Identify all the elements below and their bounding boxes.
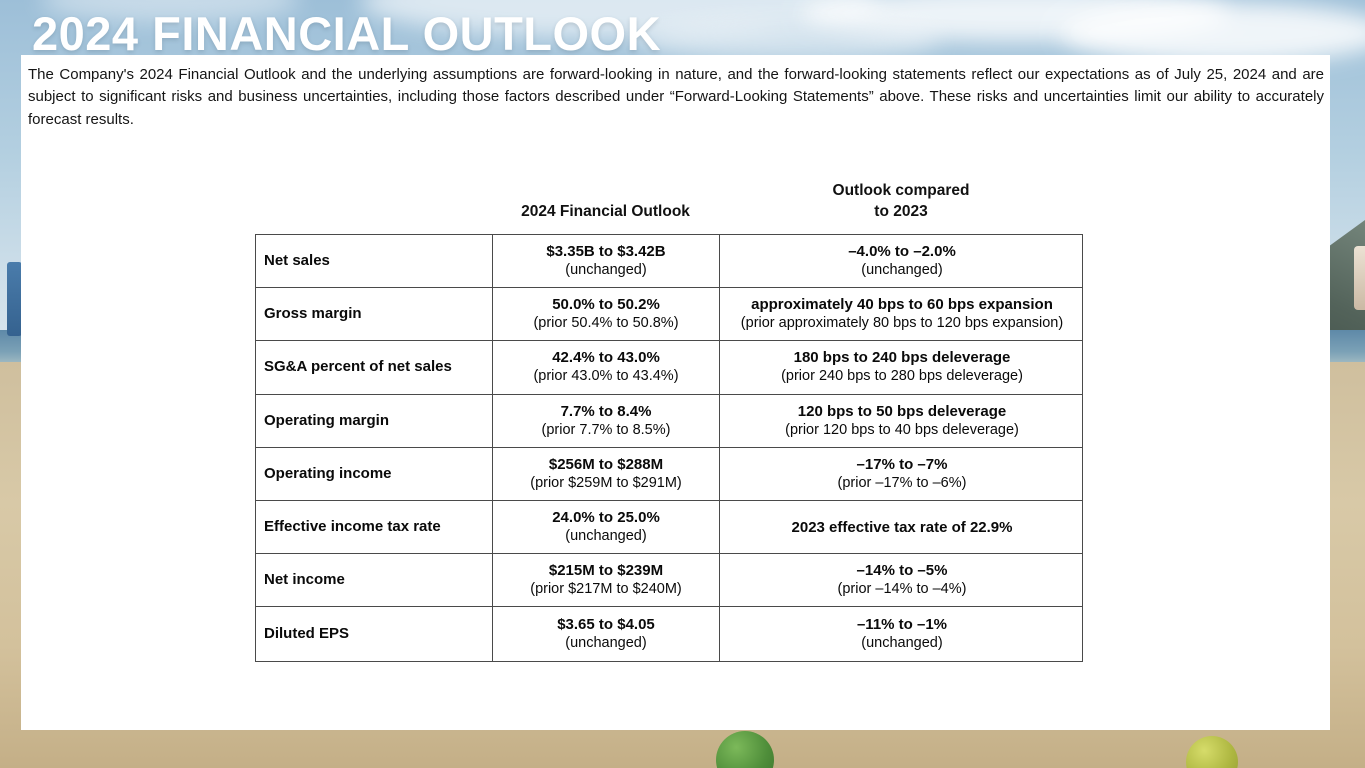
row-label: Operating income <box>256 448 493 500</box>
compare-header-line2: to 2023 <box>874 203 928 220</box>
outlook-prior-note: (prior $217M to $240M) <box>530 581 682 598</box>
compare-cell <box>720 395 1084 447</box>
cloud <box>640 20 940 60</box>
table-row <box>256 288 1082 341</box>
row-label: Gross margin <box>256 288 493 340</box>
compare-prior-note: (prior –17% to –6%) <box>837 474 967 491</box>
outlook-prior-note: (prior 43.0% to 43.4%) <box>533 368 679 385</box>
table-column-headers <box>255 173 1083 233</box>
outlook-cell <box>493 288 720 340</box>
table-row <box>256 554 1082 607</box>
outlook-column-header: 2024 Financial Outlook <box>521 203 690 220</box>
outlook-value: 24.0% to 25.0% <box>552 509 660 527</box>
table-row <box>256 607 1082 660</box>
compare-value: 120 bps to 50 bps deleverage <box>797 402 1007 420</box>
compare-cell <box>720 448 1084 500</box>
compare-cell <box>720 607 1084 660</box>
compare-prior-note: (prior 240 bps to 280 bps deleverage) <box>781 368 1023 385</box>
compare-prior-note: (unchanged) <box>861 634 943 651</box>
outlook-value: 50.0% to 50.2% <box>552 296 660 314</box>
row-label: Net sales <box>256 235 493 287</box>
compare-cell <box>720 554 1084 606</box>
outlook-prior-note: (unchanged) <box>565 528 647 545</box>
outlook-prior-note: (unchanged) <box>565 634 647 651</box>
outlook-cell <box>493 341 720 393</box>
outlook-value: 7.7% to 8.4% <box>560 402 652 420</box>
outlook-cell <box>493 235 720 287</box>
compare-header-line1: Outlook compared <box>832 182 970 199</box>
compare-value: 2023 effective tax rate of 22.9% <box>791 518 1013 536</box>
beach-figure <box>1354 246 1365 310</box>
compare-value: 180 bps to 240 bps deleverage <box>793 349 1011 367</box>
outlook-cell <box>493 554 720 606</box>
outlook-cell <box>493 395 720 447</box>
row-label: Diluted EPS <box>256 607 493 660</box>
outlook-value: 42.4% to 43.0% <box>552 349 660 367</box>
compare-value: –11% to –1% <box>856 615 948 633</box>
compare-prior-note: (prior approximately 80 bps to 120 bps expansion) <box>740 315 1064 332</box>
compare-cell <box>720 341 1084 393</box>
blue-object <box>7 262 22 336</box>
row-label: SG&A percent of net sales <box>256 341 493 393</box>
compare-value: –17% to –7% <box>856 455 948 473</box>
outlook-prior-note: (prior $259M to $291M) <box>530 474 682 491</box>
compare-value: approximately 40 bps to 60 bps expansion <box>751 296 1053 314</box>
row-label: Net income <box>256 554 493 606</box>
compare-value: –14% to –5% <box>856 562 948 580</box>
table-row <box>256 395 1082 448</box>
compare-prior-note: (unchanged) <box>861 262 943 279</box>
outlook-value: $3.35B to $3.42B <box>546 243 666 261</box>
compare-cell <box>720 288 1084 340</box>
table-row <box>256 235 1082 288</box>
outlook-prior-note: (prior 50.4% to 50.8%) <box>533 315 679 332</box>
compare-value: –4.0% to –2.0% <box>848 243 956 261</box>
table-row <box>256 341 1082 394</box>
outlook-cell <box>493 448 720 500</box>
compare-prior-note: (prior 120 bps to 40 bps deleverage) <box>785 421 1019 438</box>
disclaimer-text: The Company's 2024 Financial Outlook and the underlying assumptions are forward-looking in nature, and the forward-looking statements reflect our expectations as of July 25, 2024 and are subject to significant risks and business uncertainties, including those factors described under “Forward-Looking Statements” above. These risks and uncertainties limit our ability to accurately forecast results. <box>28 66 1324 128</box>
compare-column-header <box>719 180 1083 233</box>
outlook-table <box>255 234 1083 662</box>
outlook-value: $256M to $288M <box>548 455 664 473</box>
outlook-value: $215M to $239M <box>548 562 664 580</box>
outlook-cell <box>493 607 720 660</box>
page-title: 2024 FINANCIAL OUTLOOK <box>32 7 662 60</box>
table-row <box>256 448 1082 501</box>
compare-prior-note: (prior –14% to –4%) <box>837 581 967 598</box>
compare-cell <box>720 501 1084 553</box>
table-row <box>256 501 1082 554</box>
outlook-value: $3.65 to $4.05 <box>557 615 655 633</box>
outlook-cell <box>493 501 720 553</box>
row-label: Operating margin <box>256 395 493 447</box>
outlook-prior-note: (unchanged) <box>565 262 647 279</box>
outlook-prior-note: (prior 7.7% to 8.5%) <box>541 421 671 438</box>
row-label: Effective income tax rate <box>256 501 493 553</box>
content-panel <box>21 55 1330 730</box>
compare-cell <box>720 235 1084 287</box>
